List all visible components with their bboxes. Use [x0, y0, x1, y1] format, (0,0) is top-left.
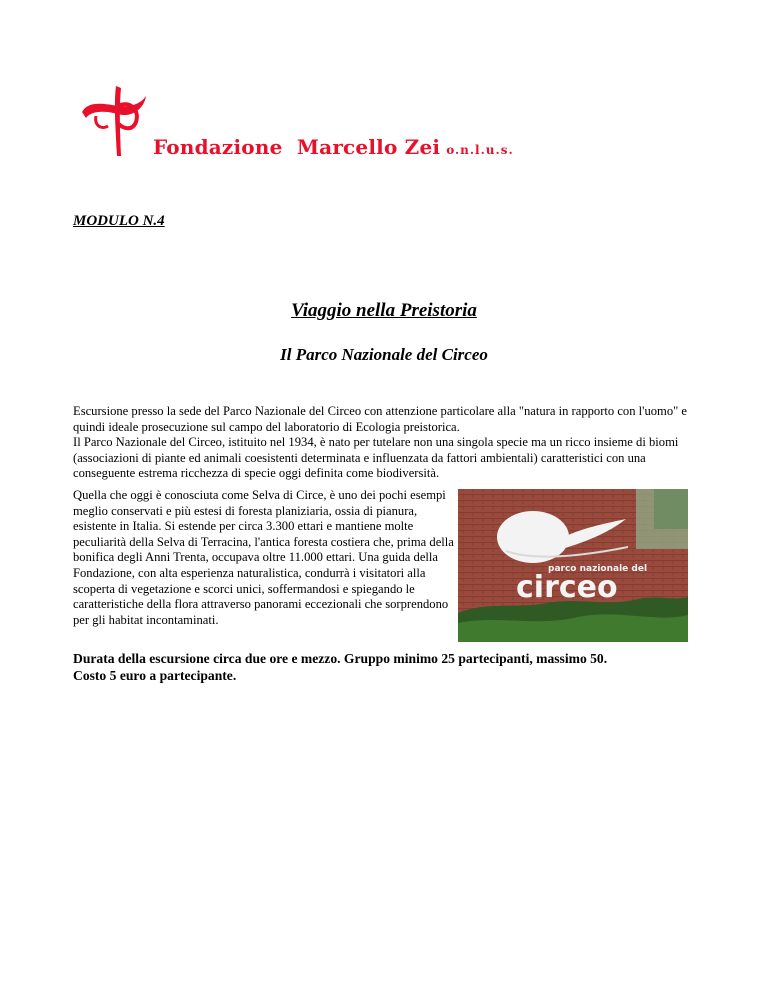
module-label: MODULO N.4 [73, 213, 165, 229]
foundation-name [153, 135, 514, 159]
foundation-name-text: Fondazione Marcello Zei [153, 135, 441, 159]
duration-text: Durata della escursione circa due ore e mezzo. Gruppo minimo 25 partecipanti, massimo 50. [73, 651, 608, 666]
excursion-details [73, 650, 713, 684]
intro-paragraph: Escursione presso la sede del Parco Nazionale del Circeo con attenzione particolare alla "natura in rapporto con l'uomo" e quindi ideale prosecuzione sul campo del laboratorio di Ecologia preistorica. [73, 404, 688, 434]
cost-text: Costo 5 euro a partecipante. [73, 668, 237, 683]
selva-paragraph: Quella che oggi è conosciuta come Selva di Circe, è uno dei pochi esempi meglio conservati e più estesi di foresta planiziaria, ossia di pianura, esistente in Italia. Si estende per circa 3.300 ettari e mantiene molte peculiarità della Selva di Terracina, l'antica foresta costiera che, prima della bonifica degli Anni Trenta, occupava oltre 11.000 ettari. Una guida della Fondazione, con alta esperienza naturalistica, condurrà i visitatori alla scoperta di vegetazione e scorci unici, soffermandosi e spiegando le caratteristiche della flora attraverso panorami eccezionali che sorprendono per gli habitat incontaminati. [73, 488, 454, 627]
sign-line2: circeo [516, 570, 618, 605]
sign-line1: parco nazionale del [548, 564, 648, 574]
page-subtitle: Il Parco Nazionale del Circeo [280, 345, 488, 364]
page-title: Viaggio nella Preistoria [291, 300, 477, 321]
intro-text [73, 404, 693, 482]
park-paragraph: Il Parco Nazionale del Circeo, istituito nel 1934, è nato per tutelare non una singola specie ma un ricco insieme di biomi (associazioni di piante ed animali coesistenti determinata e influenzata da fattori ambientali) caratteristici con una conseguente estrema ricchezza di specie oggi definita come biodiversità. [73, 435, 679, 481]
park-sign-photo [458, 489, 688, 642]
foundation-logo-icon [78, 82, 150, 160]
foundation-suffix: o.n.l.u.s. [446, 143, 514, 157]
